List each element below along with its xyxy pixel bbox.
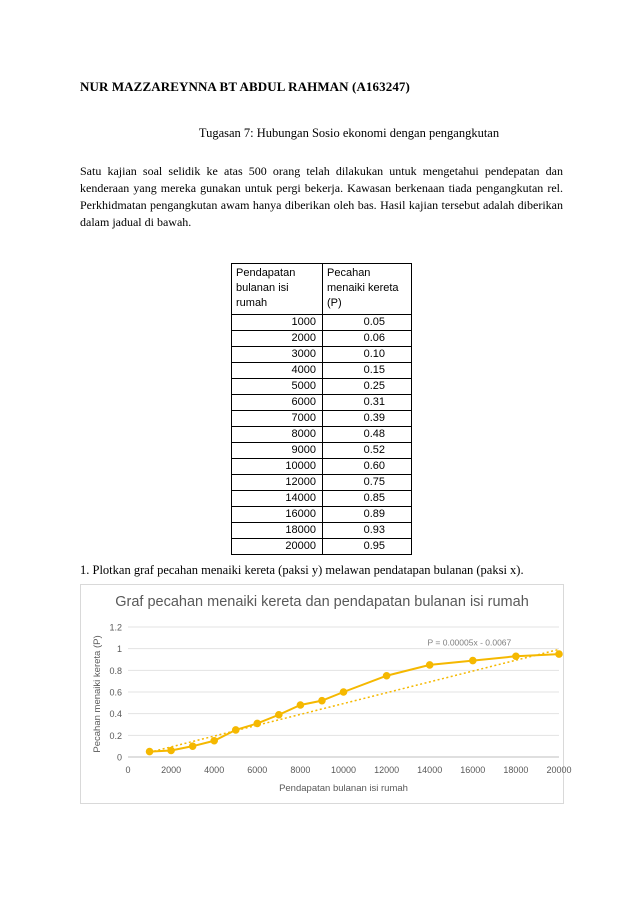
y-tick-label: 0.6	[109, 687, 122, 698]
table-row	[232, 331, 412, 347]
income-cell: 3000	[232, 347, 323, 363]
y-tick-label: 1.2	[109, 622, 122, 633]
fraction-cell: 0.93	[323, 523, 412, 539]
income-cell: 20000	[232, 539, 323, 555]
table-row	[232, 411, 412, 427]
chart	[81, 585, 572, 803]
income-cell: 7000	[232, 411, 323, 427]
intro-paragraph: Satu kajian soal selidik ke atas 500 orang telah dilakukan untuk mengetahui pendepatan dan kenderaan yang mereka gunakan untuk pergi bekerja. Kawasan berkenaan tiada pengangkutan rel. Perkhidmatan pengangkutan awam hanya diberikan oleh bas. Hasil kajian tersebut adalah diberikan dalam jadual di bawah.	[80, 164, 563, 229]
fraction-cell: 0.25	[323, 379, 412, 395]
header-fraction: Pecahan menaiki kereta (P)	[323, 264, 412, 315]
fraction-cell: 0.39	[323, 411, 412, 427]
fraction-cell: 0.06	[323, 331, 412, 347]
income-cell: 9000	[232, 443, 323, 459]
income-cell: 16000	[232, 507, 323, 523]
x-tick-label: 10000	[330, 765, 357, 775]
fraction-cell: 0.10	[323, 347, 412, 363]
assignment-title: Tugasan 7: Hubungan Sosio ekonomi dengan pengangkutan	[198, 126, 500, 140]
data-point	[189, 743, 196, 750]
data-point	[513, 653, 520, 660]
table-row	[232, 475, 412, 491]
y-tick-label: 0.4	[109, 709, 122, 720]
data-point	[383, 672, 390, 679]
y-tick-label: 0.8	[109, 665, 122, 676]
data-point	[232, 727, 239, 734]
data-point	[211, 737, 218, 744]
table-header-row	[232, 264, 412, 315]
table-row	[232, 507, 412, 523]
data-table	[231, 263, 412, 555]
x-tick-label: 0	[125, 765, 131, 775]
income-cell: 18000	[232, 523, 323, 539]
data-point	[146, 748, 153, 755]
fraction-cell: 0.89	[323, 507, 412, 523]
table-row	[232, 427, 412, 443]
x-tick-label: 14000	[417, 765, 443, 775]
x-tick-label: 4000	[204, 765, 225, 775]
income-cell: 1000	[232, 315, 323, 331]
x-tick-label: 2000	[161, 765, 182, 775]
data-point	[276, 711, 283, 718]
data-point	[319, 697, 326, 704]
data-point	[254, 720, 261, 727]
trendline	[150, 649, 559, 752]
y-tick-label: 1	[116, 644, 122, 655]
income-cell: 6000	[232, 395, 323, 411]
income-cell: 12000	[232, 475, 323, 491]
table-row	[232, 347, 412, 363]
data-point	[340, 689, 347, 696]
income-cell: 10000	[232, 459, 323, 475]
y-tick-label: 0	[116, 752, 122, 763]
data-point	[556, 651, 563, 658]
x-tick-label: 18000	[503, 765, 529, 775]
table-row	[232, 443, 412, 459]
fraction-cell: 0.75	[323, 475, 412, 491]
fraction-cell: 0.52	[323, 443, 412, 459]
fraction-cell: 0.31	[323, 395, 412, 411]
x-axis-title: Pendapatan bulanan isi rumah	[279, 783, 408, 794]
x-tick-label: 12000	[374, 765, 400, 775]
income-cell: 5000	[232, 379, 323, 395]
fraction-cell: 0.48	[323, 427, 412, 443]
y-axis-title: Pecahan menaiki kereta (P)	[92, 635, 103, 753]
chart-title: Graf pecahan menaiki kereta dan pendapatan bulanan isi rumah	[115, 594, 529, 610]
fraction-cell: 0.95	[323, 539, 412, 555]
table-row	[232, 523, 412, 539]
fraction-cell: 0.85	[323, 491, 412, 507]
income-cell: 8000	[232, 427, 323, 443]
income-cell: 14000	[232, 491, 323, 507]
x-tick-label: 16000	[460, 765, 486, 775]
data-point	[470, 657, 477, 664]
author-name: NUR MAZZAREYNNA BT ABDUL RAHMAN (A163247)	[80, 79, 410, 94]
x-tick-label: 20000	[546, 765, 572, 775]
chart-container	[80, 584, 572, 804]
table-body	[232, 315, 412, 555]
data-point	[426, 662, 433, 669]
trendline-equation: P = 0.00005x - 0.0067	[427, 637, 512, 648]
fraction-cell: 0.60	[323, 459, 412, 475]
data-point	[297, 702, 304, 709]
table-row	[232, 539, 412, 555]
y-tick-label: 0.2	[109, 730, 122, 741]
table-row	[232, 363, 412, 379]
header-income: Pendapatan bulanan isi rumah	[232, 264, 323, 315]
table-row	[232, 459, 412, 475]
fraction-cell: 0.15	[323, 363, 412, 379]
x-tick-label: 6000	[247, 765, 268, 775]
table-row	[232, 395, 412, 411]
fraction-cell: 0.05	[323, 315, 412, 331]
income-cell: 2000	[232, 331, 323, 347]
x-tick-label: 8000	[290, 765, 311, 775]
table-row	[232, 315, 412, 331]
data-point	[168, 747, 175, 754]
question-text: 1. Plotkan graf pecahan menaiki kereta (paksi y) melawan pendatapan bulanan (paksi x).	[80, 563, 524, 577]
table-row	[232, 379, 412, 395]
table-row	[232, 491, 412, 507]
income-cell: 4000	[232, 363, 323, 379]
